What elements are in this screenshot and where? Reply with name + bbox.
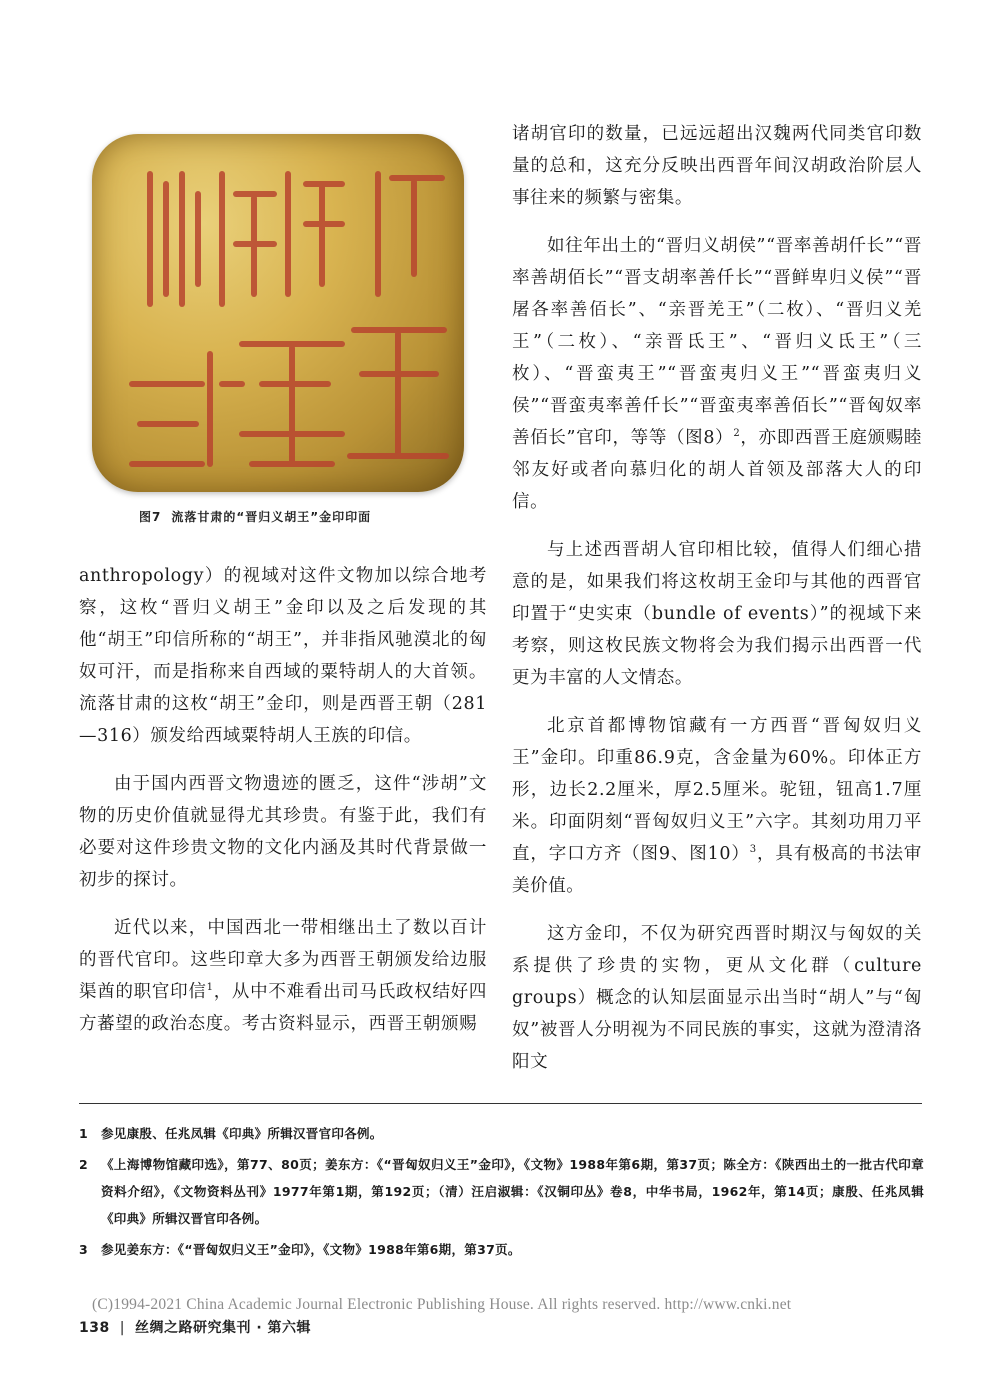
footnote-item xyxy=(79,1120,924,1147)
paragraph-text: ，亦即西晋王庭颁赐睦邻友好或者向慕归化的胡人首领及部落大人的印信。 xyxy=(512,428,922,512)
paragraph-text: ，具有极高的书法审美价值。 xyxy=(512,844,922,896)
paragraph-text: 近代以来，中国西北一带相继出土了数以百计的晋代官印。这些印章大多为西晋王朝颁发给边服渠酋的职官印信 xyxy=(79,918,487,1002)
seal-figure xyxy=(92,134,464,494)
footnote-ref[interactable]: 3 xyxy=(749,844,757,856)
footnote-text: 《上海博物馆藏印选》，第77、80页；姜东方：《“晋匈奴归义王”金印》，《文物》1988年第6期，第37页；陈全方：《陕西出土的一批古代印章资料介绍》，《文物资料丛刊》1977年第1期，第192页；（清）汪启淑辑：《汉铜印丛》卷8，中华书局，1962年，第14页；康殷、任兆凤辑《印典》所辑汉晋官印各例。 xyxy=(101,1157,924,1226)
body-paragraph xyxy=(79,912,487,1040)
copyright-notice: (C)1994-2021 China Academic Journal Electronic Publishing House. All rights reserved. http://www.cnki.net xyxy=(92,1296,792,1313)
body-paragraph: 由于国内西晋文物遗迹的匮乏，这件“涉胡”文物的历史价值就显得尤其珍贵。有鉴于此，我们有必要对这件珍贵文物的文化内涵及其时代背景做一初步的探讨。 xyxy=(79,774,487,890)
left-column xyxy=(79,560,487,1056)
paragraph-text: 如往年出土的“晋归义胡侯”“晋率善胡仟长”“晋率善胡佰长”“晋支胡率善仟长”“晋鲜卑归义侯”“晋屠各率善佰长”、“亲晋羌王”（二枚）、“晋归义羌王”（二枚）、“亲晋氐王”、“晋归义氐王”（三枚）、“晋蛮夷王”“晋蛮夷归义王”“晋蛮夷归义侯”“晋蛮夷率善仟长”“晋蛮夷率善佰长”“晋匈奴率善佰长”官印，等等（图8） xyxy=(512,236,922,448)
journal-title: 丝绸之路研究集刊 · 第六辑 xyxy=(134,1320,312,1336)
footnote-number: 2 xyxy=(79,1157,88,1172)
footnote-text: 参见康殷、任兆凤辑《印典》所辑汉晋官印各例。 xyxy=(101,1126,383,1141)
body-paragraph xyxy=(512,710,922,902)
seal-inscription-graphic xyxy=(92,134,464,492)
folio-separator: | xyxy=(119,1320,125,1336)
paragraph-text: ，从中不难看出司马氏政权结好四方蕃望的政治态度。考古资料显示，西晋王朝颁赐 xyxy=(79,982,488,1034)
page-folio xyxy=(79,1317,311,1337)
body-paragraph: 这方金印，不仅为研究西晋时期汉与匈奴的关系提供了珍贵的实物，更从文化群（culture groups）概念的认知层面显示出当时“胡人”与“匈奴”被晋人分明视为不同民族的事实，这就为澄清洛阳文 xyxy=(512,924,922,1072)
footnote-number: 1 xyxy=(79,1126,88,1141)
figure-caption-label: 图7 xyxy=(139,510,162,524)
footnotes xyxy=(79,1120,924,1267)
footnote-divider xyxy=(79,1103,922,1104)
page-number: 138 xyxy=(79,1320,110,1336)
right-column xyxy=(512,118,922,1094)
footnote-item xyxy=(79,1151,924,1232)
footnote-number: 3 xyxy=(79,1242,88,1257)
footnote-ref[interactable]: 1 xyxy=(206,982,214,994)
footnote-ref[interactable]: 2 xyxy=(733,428,741,440)
paragraph-text: 北京首都博物馆藏有一方西晋“晋匈奴归义王”金印。印重86.9克，含金量为60%。印体正方形，边长2.2厘米，厚2.5厘米。驼钮，钮高1.7厘米。印面阴刻“晋匈奴归义王”六字。其刻功用刀平直，字口方齐（图9、图10） xyxy=(512,716,922,864)
footnote-text: 参见姜东方：《“晋匈奴归义王”金印》，《文物》1988年第6期，第37页。 xyxy=(101,1242,521,1257)
figure-caption-text: 流落甘肃的“晋归义胡王”金印印面 xyxy=(171,510,372,524)
footnote-item xyxy=(79,1236,924,1263)
body-paragraph: anthropology）的视域对这件文物加以综合地考察，这枚“晋归义胡王”金印以及之后发现的其他“胡王”印信所称的“胡王”，并非指风驰漠北的匈奴可汗，而是指称来自西域的粟特胡人的大首领。流落甘肃的这枚“胡王”金印，则是西晋王朝（281—316）颁发给西域粟特胡人王族的印信。 xyxy=(79,566,487,746)
body-paragraph: 诸胡官印的数量，已远远超出汉魏两代同类官印数量的总和，这充分反映出西晋年间汉胡政治阶层人事往来的频繁与密集。 xyxy=(512,124,922,208)
body-paragraph xyxy=(512,230,922,518)
body-paragraph: 与上述西晋胡人官印相比较，值得人们细心措意的是，如果我们将这枚胡王金印与其他的西晋官印置于“史实束（bundle of events）”的视域下来考察，则这枚民族文物将会为我们揭示出西晋一代更为丰富的人文情态。 xyxy=(512,540,922,688)
figure-caption xyxy=(139,508,429,525)
